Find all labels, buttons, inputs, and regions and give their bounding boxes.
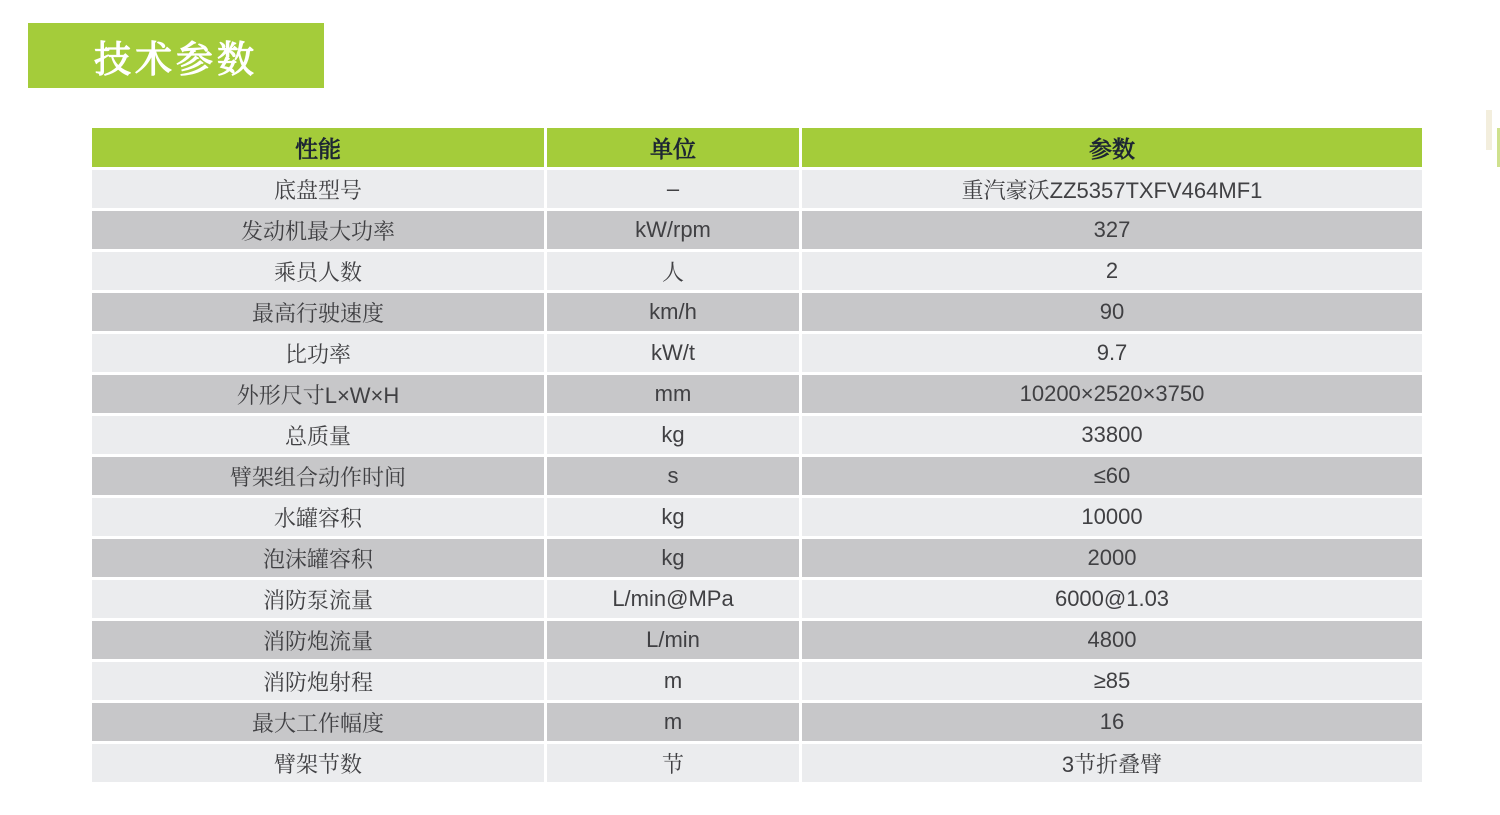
column-header-parameter: 参数 [802, 128, 1422, 167]
page-edge-scan-artifact [1486, 110, 1492, 150]
spec-cell-performance: 最大工作幅度 [92, 703, 544, 741]
spec-cell-unit: 节 [547, 744, 799, 782]
spec-cell-value: 10000 [802, 498, 1422, 536]
spec-cell-value: 6000@1.03 [802, 580, 1422, 618]
spec-cell-value: 9.7 [802, 334, 1422, 372]
spec-cell-performance: 水罐容积 [92, 498, 544, 536]
spec-cell-value: ≤60 [802, 457, 1422, 495]
spec-cell-unit: s [547, 457, 799, 495]
spec-cell-unit: m [547, 662, 799, 700]
column-header-performance: 性能 [92, 128, 544, 167]
spec-cell-performance: 乘员人数 [92, 252, 544, 290]
spec-cell-value: 10200×2520×3750 [802, 375, 1422, 413]
spec-cell-performance: 臂架组合动作时间 [92, 457, 544, 495]
spec-cell-value: 90 [802, 293, 1422, 331]
column-header-unit: 单位 [547, 128, 799, 167]
spec-cell-unit: kg [547, 539, 799, 577]
spec-cell-unit: L/min [547, 621, 799, 659]
spec-cell-performance: 外形尺寸L×W×H [92, 375, 544, 413]
spec-cell-value: 3节折叠臂 [802, 744, 1422, 782]
spec-cell-performance: 消防炮射程 [92, 662, 544, 700]
spec-cell-performance: 发动机最大功率 [92, 211, 544, 249]
spec-cell-value: ≥85 [802, 662, 1422, 700]
section-title-badge [28, 23, 324, 88]
spec-cell-value: 2 [802, 252, 1422, 290]
spec-cell-unit: – [547, 170, 799, 208]
spec-cell-performance: 泡沫罐容积 [92, 539, 544, 577]
spec-cell-unit: kW/t [547, 334, 799, 372]
spec-cell-value: 33800 [802, 416, 1422, 454]
spec-cell-performance: 最高行驶速度 [92, 293, 544, 331]
spec-cell-unit: kW/rpm [547, 211, 799, 249]
spec-cell-performance: 消防泵流量 [92, 580, 544, 618]
spec-cell-unit: 人 [547, 252, 799, 290]
spec-cell-value: 327 [802, 211, 1422, 249]
spec-cell-value: 重汽豪沃ZZ5357TXFV464MF1 [802, 170, 1422, 208]
spec-cell-unit: kg [547, 416, 799, 454]
spec-cell-performance: 比功率 [92, 334, 544, 372]
spec-cell-unit: L/min@MPa [547, 580, 799, 618]
section-title: 技术参数 [94, 38, 258, 80]
spec-cell-performance: 臂架节数 [92, 744, 544, 782]
spec-table [92, 128, 1422, 782]
spec-cell-value: 16 [802, 703, 1422, 741]
spec-cell-unit: km/h [547, 293, 799, 331]
spec-cell-unit: mm [547, 375, 799, 413]
spec-cell-value: 2000 [802, 539, 1422, 577]
spec-cell-performance: 总质量 [92, 416, 544, 454]
spec-cell-unit: m [547, 703, 799, 741]
spec-cell-value: 4800 [802, 621, 1422, 659]
spec-cell-performance: 底盘型号 [92, 170, 544, 208]
spec-cell-unit: kg [547, 498, 799, 536]
spec-cell-performance: 消防炮流量 [92, 621, 544, 659]
